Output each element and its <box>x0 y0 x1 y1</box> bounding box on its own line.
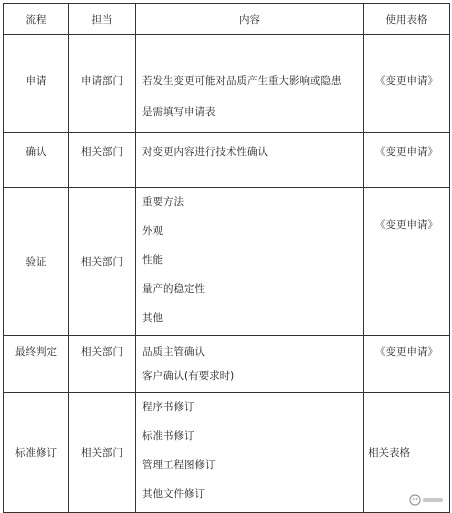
header-form: 使用表格 <box>364 4 450 35</box>
table-row <box>4 393 450 513</box>
step-label: 标准修订 <box>15 447 57 459</box>
form-label: 《变更申请》 <box>375 346 438 358</box>
step-cell <box>4 133 69 188</box>
form-label: 《变更申请》 <box>375 75 438 87</box>
owner-label: 相关部门 <box>81 146 123 158</box>
form-label: 相关表格 <box>368 447 410 459</box>
content-cell <box>136 336 364 393</box>
content-line: 其他文件修订 <box>142 488 205 500</box>
form-cell <box>364 336 450 393</box>
form-cell <box>364 188 450 336</box>
owner-cell <box>69 336 136 393</box>
form-label: 《变更申请》 <box>375 146 438 158</box>
content-line: 重要方法 <box>142 196 184 208</box>
content-line: 管理工程图修订 <box>142 459 216 471</box>
table-row <box>4 188 450 336</box>
content-cell <box>136 393 364 513</box>
table-row <box>4 35 450 133</box>
content-line: 其他 <box>142 312 163 324</box>
content-line: 标准书修订 <box>142 430 195 442</box>
owner-label: 相关部门 <box>81 346 123 358</box>
header-content: 内容 <box>136 4 364 35</box>
content-cell <box>136 35 364 133</box>
form-label: 《变更申请》 <box>375 219 438 231</box>
step-cell <box>4 393 69 513</box>
content-cell <box>136 188 364 336</box>
owner-cell <box>69 133 136 188</box>
content-line: 品质主管确认 <box>142 346 205 358</box>
form-cell <box>364 133 450 188</box>
content-line: 外观 <box>142 225 163 237</box>
owner-cell <box>69 188 136 336</box>
owner-label: 申请部门 <box>81 75 123 87</box>
step-label: 最终判定 <box>15 346 57 358</box>
owner-label: 相关部门 <box>81 447 123 459</box>
content-line: 量产的稳定性 <box>142 283 205 295</box>
content-line: 对变更内容进行技术性确认 <box>142 146 268 158</box>
content-line: 是需填写申请表 <box>142 106 216 118</box>
table-row <box>4 133 450 188</box>
content-line: 程序书修订 <box>142 401 195 413</box>
step-cell <box>4 35 69 133</box>
owner-cell <box>69 35 136 133</box>
owner-cell <box>69 393 136 513</box>
content-cell <box>136 133 364 188</box>
header-owner: 担当 <box>69 4 136 35</box>
watermark-logo-icon <box>408 493 448 507</box>
content-line: 若发生变更可能对品质产生重大影响或隐患 <box>142 75 342 87</box>
table-row <box>4 336 450 393</box>
step-cell <box>4 188 69 336</box>
form-cell <box>364 35 450 133</box>
owner-label: 相关部门 <box>81 256 123 268</box>
step-label: 申请 <box>25 75 47 87</box>
content-line: 性能 <box>142 254 163 266</box>
header-step: 流程 <box>4 4 69 35</box>
header-row <box>4 4 450 35</box>
step-label: 验证 <box>25 256 47 268</box>
content-line: 客户确认(有要求时) <box>142 370 235 382</box>
process-table <box>3 3 450 513</box>
step-label: 确认 <box>25 146 47 158</box>
step-cell <box>4 336 69 393</box>
